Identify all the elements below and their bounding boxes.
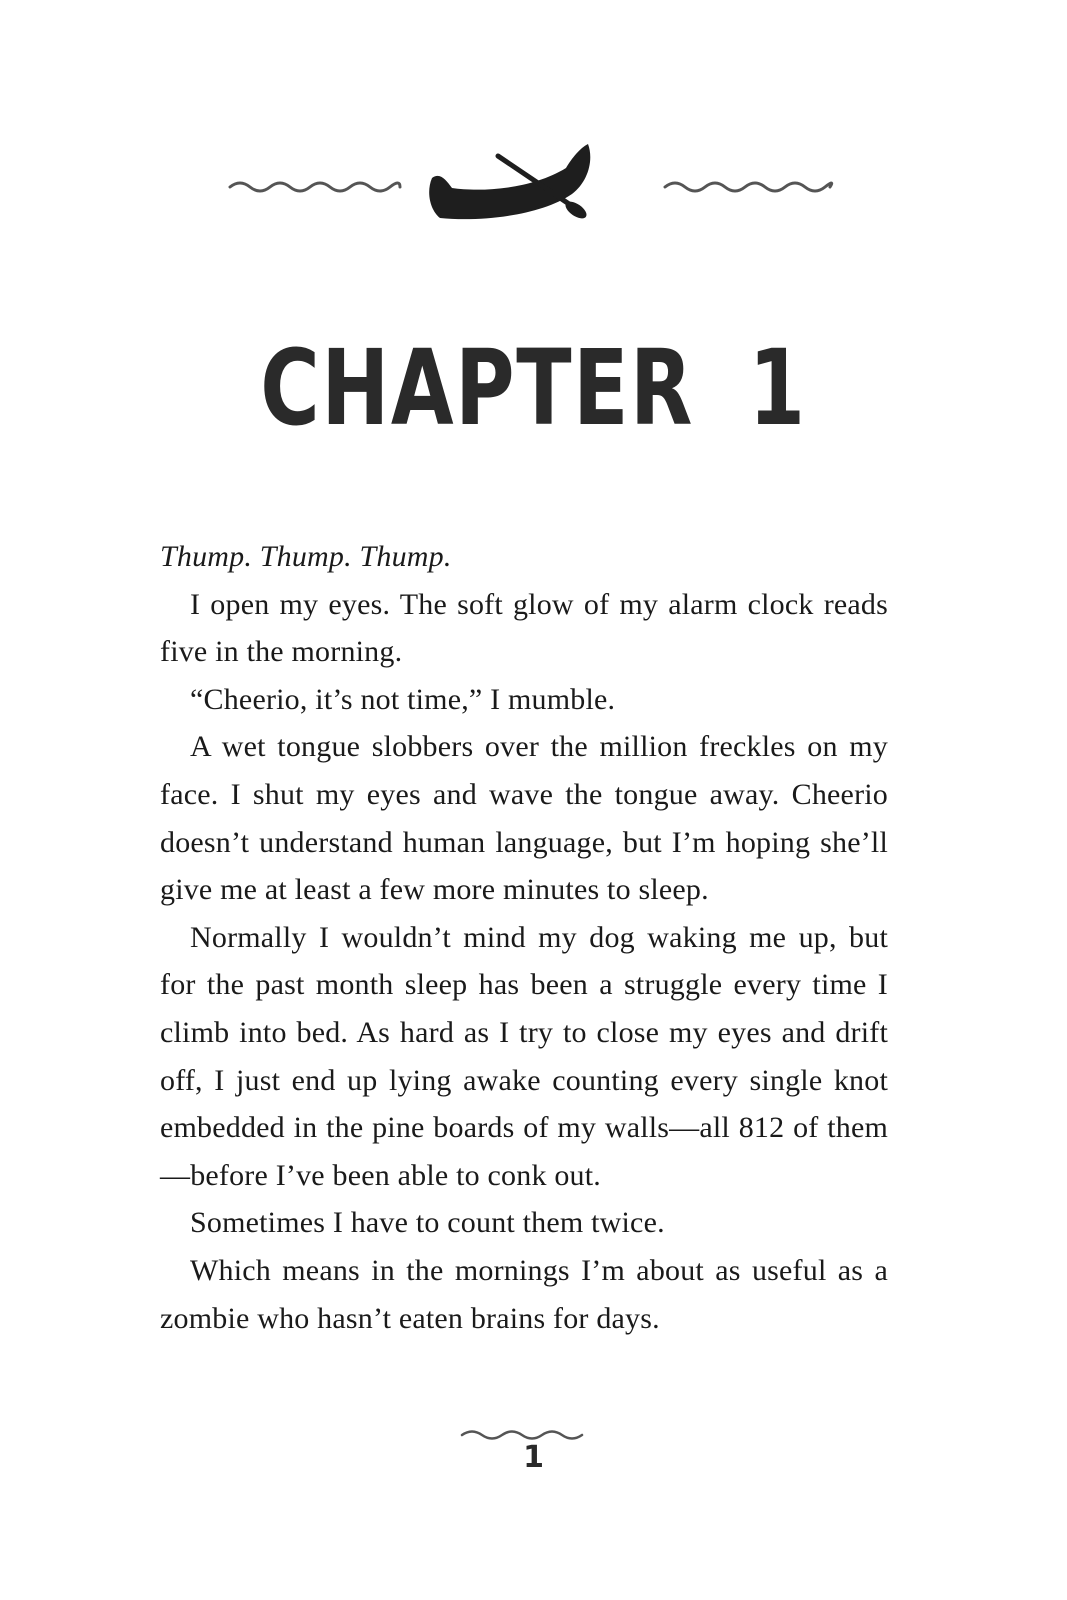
paragraph: Normally I wouldn’t mind my dog waking me up, but for the past month sleep has been a struggle every time I climb into bed. As hard as I try to close my eyes and drift off, I just end up lying awake counting every single knot embedded in the pine boards of my walls—all 812 of them—before I’ve been able to conk out. — [160, 920, 888, 1192]
canoe-icon — [429, 144, 590, 222]
paragraph: Thump. Thump. Thump. — [160, 540, 452, 573]
paragraph: I open my eyes. The soft glow of my alarm clock reads five in the morning. — [160, 587, 888, 669]
paragraph: Sometimes I have to count them twice. — [190, 1206, 665, 1240]
chapter-heading — [117, 328, 949, 448]
right-wave-icon — [665, 183, 832, 191]
paragraph: A wet tongue slobbers over the million freckles on my face. I shut my eyes and wave the tongue away. Cheerio doesn’t understand human language, but I’m hoping she’ll give me at least a few more minutes to sleep. — [160, 730, 888, 907]
paragraph: Which means in the mornings I’m about as useful as a zombie who hasn’t eaten brains for days. — [160, 1253, 888, 1335]
chapter-ornament — [0, 130, 1067, 240]
page-number: 1 — [523, 1440, 544, 1475]
chapter-label: CHAPTER — [260, 327, 695, 449]
paragraph: “Cheerio, it’s not time,” I mumble. — [190, 682, 616, 716]
left-wave-icon — [230, 183, 400, 191]
chapter-number: 1 — [748, 327, 807, 449]
chapter-body — [160, 533, 888, 1342]
